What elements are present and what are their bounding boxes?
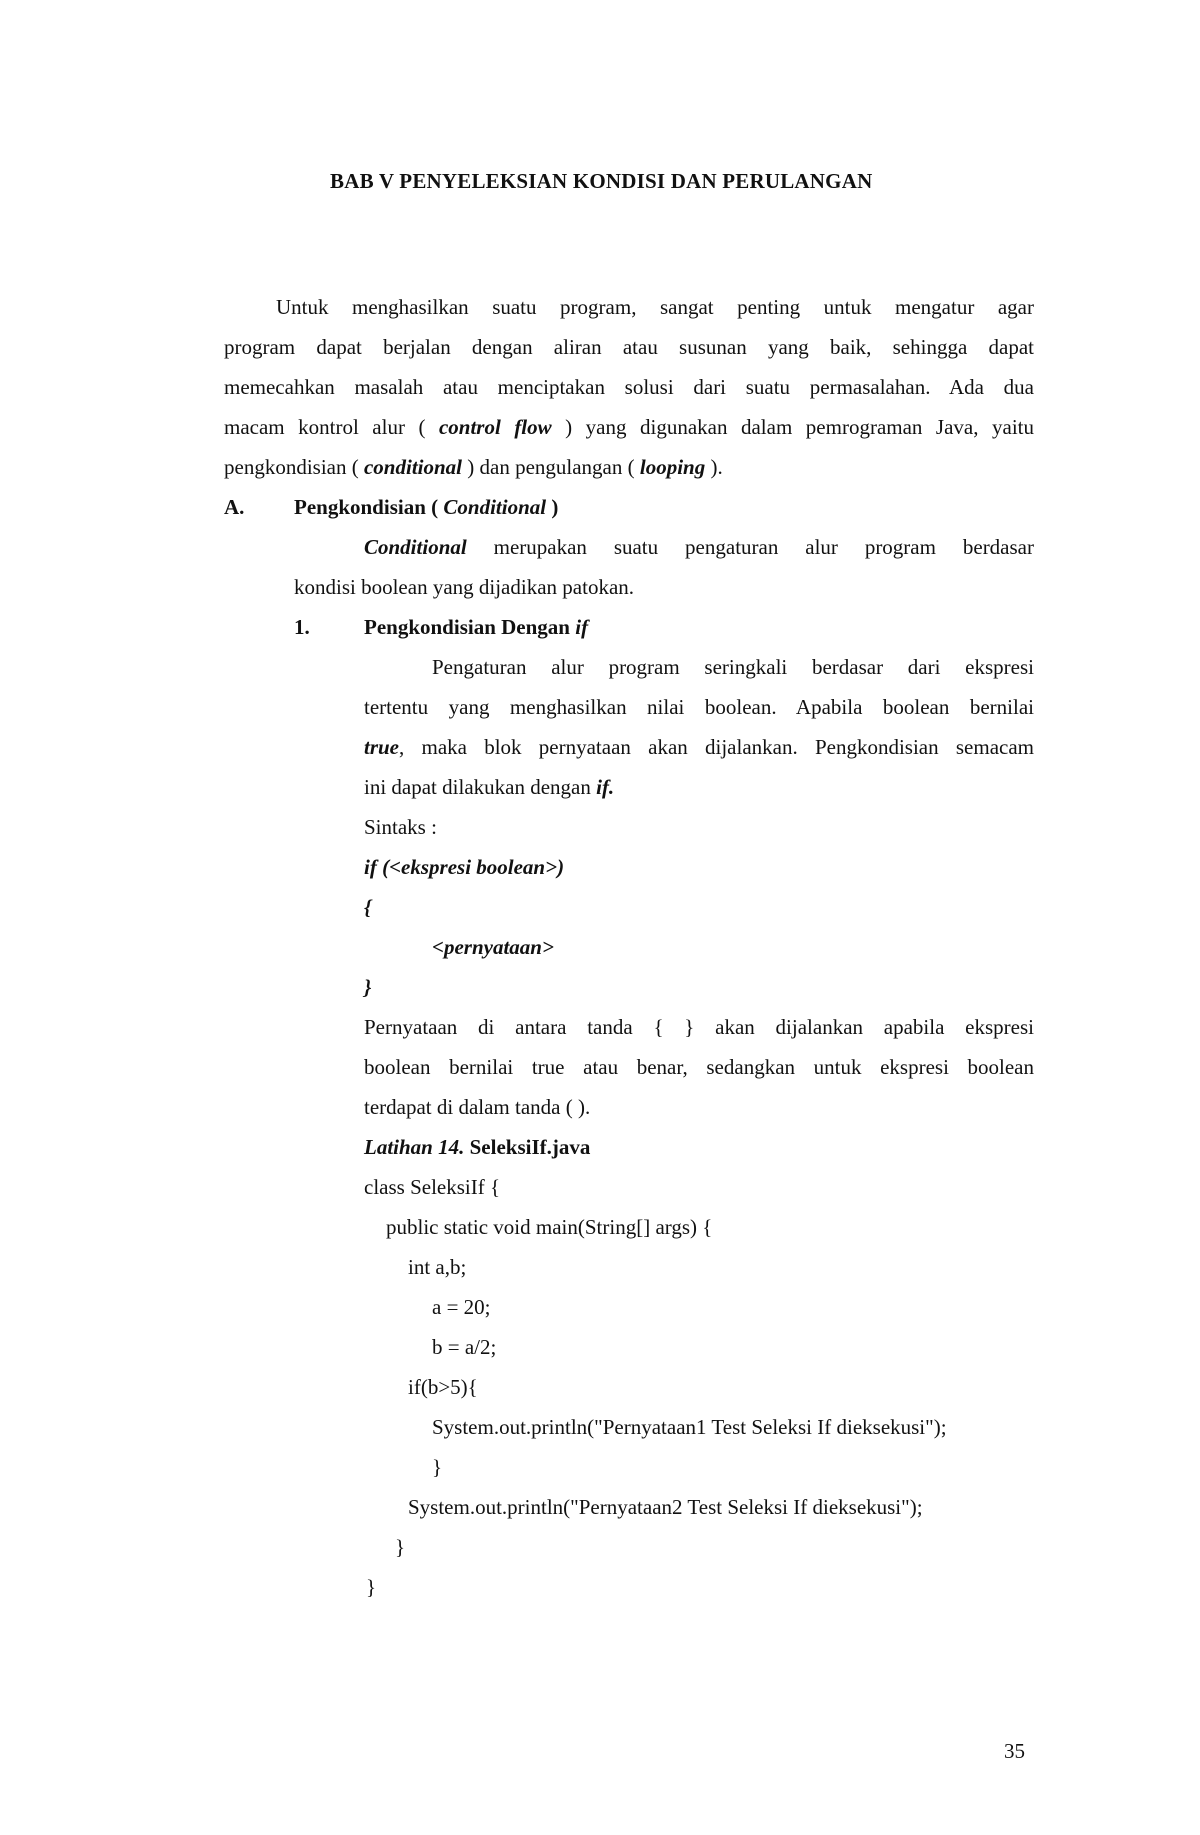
section-a-para-line-1: Conditional merupakan suatu pengaturan alur program berdasar: [364, 535, 1034, 559]
code-line: class SeleksiIf {: [364, 1175, 501, 1199]
subsection-1-para-line-1: Pengaturan alur program seringkali berdasar dari ekspresi: [432, 655, 1034, 679]
code-line: System.out.println("Pernyataan1 Test Seleksi If dieksekusi");: [432, 1415, 947, 1439]
latihan-heading: Latihan 14. SeleksiIf.java: [364, 1135, 591, 1159]
sintaks-label: Sintaks :: [364, 815, 437, 839]
section-a-marker: A.: [224, 495, 245, 519]
intro-line-4: macam kontrol alur ( control flow ) yang digunakan dalam pemrograman Java, yaitu: [224, 415, 1034, 439]
intro-line-2: program dapat berjalan dengan aliran atau susunan yang baik, sehingga dapat: [224, 335, 1034, 359]
syntax-body: <pernyataan>: [432, 935, 554, 959]
code-line: System.out.println("Pernyataan2 Test Seleksi If dieksekusi");: [408, 1495, 923, 1519]
code-line: public static void main(String[] args) {: [386, 1215, 713, 1239]
explain-line-3: terdapat di dalam tanda ( ).: [364, 1095, 591, 1119]
page-number: 35: [1004, 1739, 1025, 1763]
subsection-1-para-line-4: ini dapat dilakukan dengan if.: [364, 775, 615, 799]
subsection-1-para-line-3: true, maka blok pernyataan akan dijalankan. Pengkondisian semacam: [364, 735, 1034, 759]
code-line: }: [366, 1575, 377, 1599]
syntax-line-1: if (<ekspresi boolean>): [364, 855, 565, 879]
explain-line-2: boolean bernilai true atau benar, sedangkan untuk ekspresi boolean: [364, 1055, 1034, 1079]
intro-line-1: Untuk menghasilkan suatu program, sangat penting untuk mengatur agar: [276, 295, 1034, 319]
section-a-heading: Pengkondisian ( Conditional ): [294, 495, 559, 519]
syntax-close-brace: }: [364, 975, 372, 999]
syntax-open-brace: {: [364, 895, 372, 919]
intro-line-3: memecahkan masalah atau menciptakan solusi dari suatu permasalahan. Ada dua: [224, 375, 1034, 399]
code-line: if(b>5){: [408, 1375, 478, 1399]
subsection-1-marker: 1.: [294, 615, 310, 639]
intro-line-5: pengkondisian ( conditional ) dan pengulangan ( looping ).: [224, 455, 723, 479]
code-line: a = 20;: [432, 1295, 491, 1319]
code-line: }: [432, 1455, 443, 1479]
code-line: }: [395, 1535, 406, 1559]
explain-line-1: Pernyataan di antara tanda { } akan dijalankan apabila ekspresi: [364, 1015, 1034, 1039]
section-a-para-line-2: kondisi boolean yang dijadikan patokan.: [294, 575, 635, 599]
subsection-1-heading: Pengkondisian Dengan if: [364, 615, 589, 639]
code-line: b = a/2;: [432, 1335, 497, 1359]
chapter-title: BAB V PENYELEKSIAN KONDISI DAN PERULANGAN: [330, 169, 873, 193]
code-line: int a,b;: [408, 1255, 467, 1279]
subsection-1-para-line-2: tertentu yang menghasilkan nilai boolean. Apabila boolean bernilai: [364, 695, 1034, 719]
